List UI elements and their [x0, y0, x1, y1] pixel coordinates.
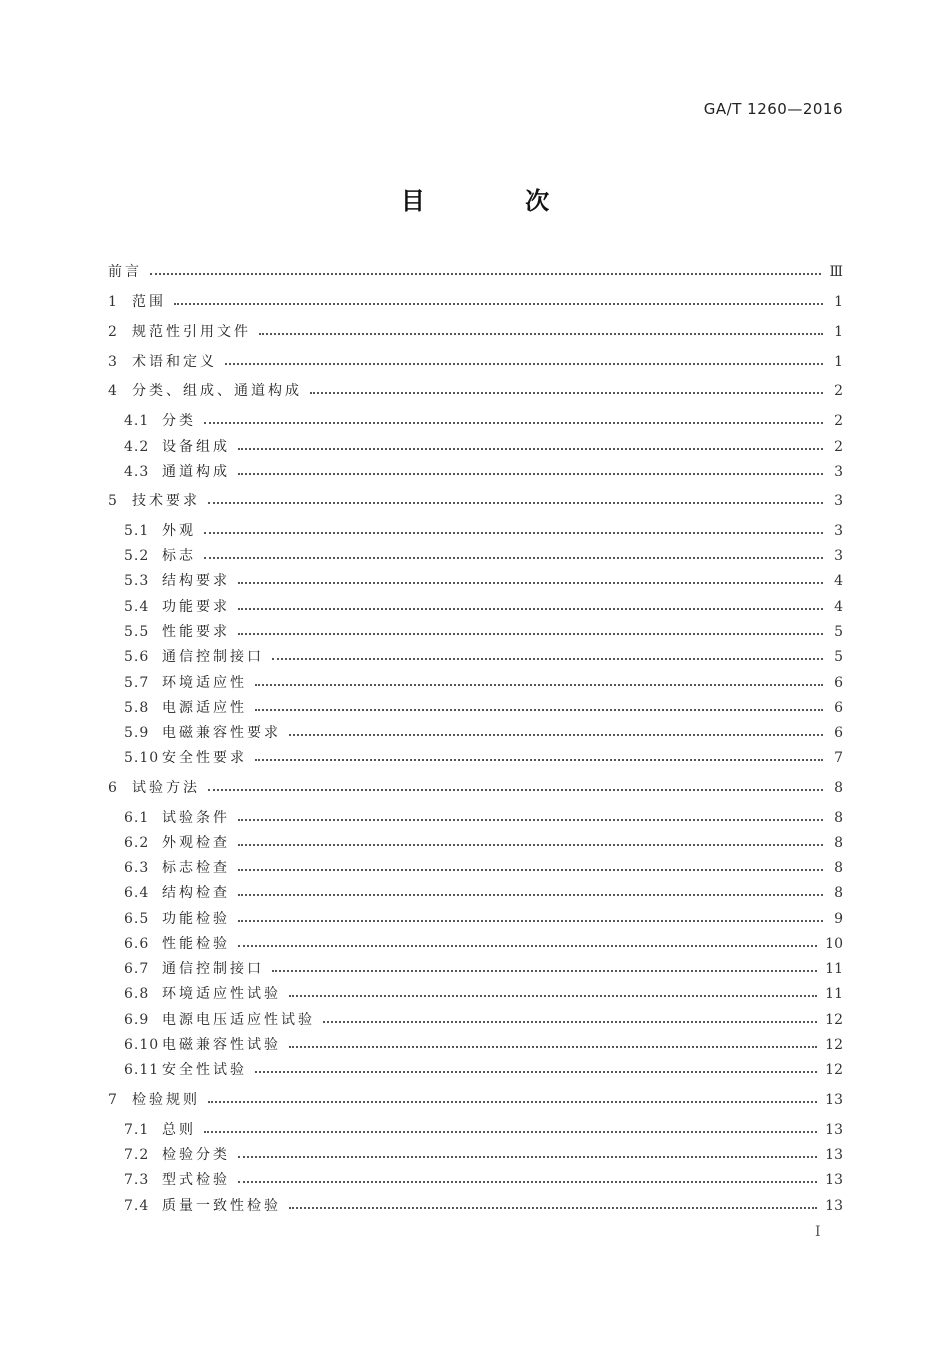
toc-entry-title: 总则	[162, 1122, 196, 1138]
toc-entry-page: 8	[834, 780, 843, 796]
toc-entry-number: 5.5	[124, 624, 150, 640]
toc-dot-leader	[204, 532, 823, 534]
toc-entry-page: 3	[834, 523, 843, 539]
toc-dot-leader	[204, 1131, 817, 1133]
toc-entry[interactable]	[124, 907, 843, 931]
toc-entry[interactable]	[124, 856, 843, 880]
toc-entry-page: 3	[834, 493, 843, 509]
toc-entry[interactable]	[124, 519, 843, 543]
toc-entry-number: 5	[108, 493, 118, 509]
toc-entry-number: 5.3	[124, 573, 150, 589]
toc-dot-leader	[238, 945, 817, 947]
toc-entry[interactable]	[124, 696, 843, 720]
toc-dot-leader	[238, 633, 823, 635]
toc-dot-leader	[323, 1021, 817, 1023]
toc-entry[interactable]	[124, 1058, 843, 1082]
toc-dot-leader	[208, 789, 823, 791]
toc-entry[interactable]	[124, 671, 843, 695]
toc-entry-title: 检验规则	[132, 1092, 200, 1108]
page-number: Ⅰ	[815, 1224, 821, 1240]
toc-entry-page: 4	[834, 573, 843, 589]
toc-entry[interactable]	[124, 831, 843, 855]
toc-dot-leader	[238, 869, 823, 871]
toc-entry-title: 分类、组成、通道构成	[132, 383, 302, 399]
toc-entry-number: 6.8	[124, 986, 150, 1002]
toc-entry-title: 外观	[162, 523, 196, 539]
toc-dot-leader	[238, 819, 823, 821]
toc-entry-page: 9	[834, 911, 843, 927]
toc-entry[interactable]	[124, 957, 843, 981]
toc-dot-leader	[259, 333, 823, 335]
toc-entry[interactable]	[108, 290, 843, 314]
toc-entry[interactable]	[124, 806, 843, 830]
toc-entry[interactable]	[124, 881, 843, 905]
toc-entry-page: 8	[834, 810, 843, 826]
toc-entry-page: 6	[834, 675, 843, 691]
toc-dot-leader	[289, 1046, 817, 1048]
toc-entry-number: 4.1	[124, 413, 150, 429]
toc-dot-leader	[289, 1207, 817, 1209]
toc-entry-page: 11	[825, 961, 843, 977]
toc-entry-page: 13	[825, 1092, 843, 1108]
toc-entry-number: 6.11	[124, 1062, 160, 1078]
toc-entry-title: 功能检验	[162, 911, 230, 927]
toc-dot-leader	[238, 608, 823, 610]
toc-entry-page: 13	[825, 1172, 843, 1188]
toc-entry-number: 5.6	[124, 649, 150, 665]
toc-dot-leader	[255, 759, 823, 761]
toc-entry-title: 范围	[132, 294, 166, 310]
toc-entry-title: 通道构成	[162, 464, 230, 480]
toc-entry-page: 13	[825, 1198, 843, 1214]
toc-entry[interactable]	[124, 1008, 843, 1032]
toc-entry[interactable]	[124, 544, 843, 568]
toc-dot-leader	[289, 995, 817, 997]
toc-dot-leader	[238, 473, 823, 475]
toc-entry-title: 标志检查	[162, 860, 230, 876]
toc-entry[interactable]	[124, 1033, 843, 1057]
toc-entry-number: 4	[108, 383, 118, 399]
toc-entry-number: 6	[108, 780, 118, 796]
toc-dot-leader	[255, 709, 823, 711]
toc-dot-leader	[238, 1156, 817, 1158]
toc-entry-title: 电磁兼容性要求	[162, 725, 281, 741]
toc-entry-page: 8	[834, 835, 843, 851]
toc-entry[interactable]	[124, 932, 843, 956]
toc-dot-leader	[238, 448, 823, 450]
toc-entry-number: 7.2	[124, 1147, 150, 1163]
toc-entry-number: 5.7	[124, 675, 150, 691]
toc-entry-page: 12	[825, 1062, 843, 1078]
toc-entry-title: 环境适应性试验	[162, 986, 281, 1002]
toc-entry-page: 1	[834, 294, 843, 310]
toc-entry-number: 5.10	[124, 750, 160, 766]
toc-dot-leader	[208, 502, 823, 504]
toc-entry-number: 6.1	[124, 810, 150, 826]
toc-entry-page: 5	[834, 649, 843, 665]
toc-entry-number: 7	[108, 1092, 118, 1108]
toc-entry-page: 13	[825, 1147, 843, 1163]
toc-entry-number: 6.5	[124, 911, 150, 927]
toc-dot-leader	[238, 582, 823, 584]
toc-entry-number: 4.2	[124, 439, 150, 455]
toc-dot-leader	[238, 894, 823, 896]
toc-entry-page: 1	[834, 324, 843, 340]
toc-entry-number: 6.6	[124, 936, 150, 952]
toc-dot-leader	[310, 392, 823, 394]
toc-entry-title: 术语和定义	[132, 354, 217, 370]
toc-entry-title: 性能检验	[162, 936, 230, 952]
toc-entry-page: 7	[834, 750, 843, 766]
toc-entry-page: 2	[834, 439, 843, 455]
toc-entry-number: 5.4	[124, 599, 150, 615]
toc-entry-number: 6.3	[124, 860, 150, 876]
toc-entry-title: 通信控制接口	[162, 961, 264, 977]
toc-entry-number: 6.7	[124, 961, 150, 977]
toc-entry-page: 12	[825, 1037, 843, 1053]
toc-dot-leader	[272, 658, 823, 660]
toc-entry-title: 电源适应性	[162, 700, 247, 716]
toc-entry[interactable]	[124, 746, 843, 770]
toc-entry-number: 5.2	[124, 548, 150, 564]
toc-entry-number: 2	[108, 324, 118, 340]
toc-entry[interactable]	[124, 721, 843, 745]
toc-entry-number: 6.2	[124, 835, 150, 851]
toc-entry-page: 4	[834, 599, 843, 615]
toc-entry-title: 试验方法	[132, 780, 200, 796]
toc-entry[interactable]	[108, 320, 843, 344]
toc-entry-title: 技术要求	[132, 493, 200, 509]
toc-entry-title: 型式检验	[162, 1172, 230, 1188]
toc-entry-title: 试验条件	[162, 810, 230, 826]
toc-entry-number: 6.9	[124, 1012, 150, 1028]
toc-entry-number: 5.8	[124, 700, 150, 716]
standard-code: GA/T 1260—2016	[703, 100, 843, 118]
toc-entry-title: 质量一致性检验	[162, 1198, 281, 1214]
toc-entry-page: 8	[834, 885, 843, 901]
toc-dot-leader	[208, 1101, 817, 1103]
toc-entry-page: 6	[834, 700, 843, 716]
toc-entry[interactable]	[124, 409, 843, 433]
toc-entry-title: 安全性要求	[162, 750, 247, 766]
toc-entry-title: 外观检查	[162, 835, 230, 851]
toc-dot-leader	[238, 844, 823, 846]
toc-entry[interactable]	[124, 1118, 843, 1142]
toc-entry[interactable]	[124, 595, 843, 619]
toc-dot-leader	[238, 1181, 817, 1183]
toc-entry-title: 电源电压适应性试验	[162, 1012, 315, 1028]
toc-dot-leader	[150, 273, 821, 275]
toc-dot-leader	[272, 970, 817, 972]
toc-entry-page: 2	[834, 383, 843, 399]
toc-entry-title: 性能要求	[162, 624, 230, 640]
toc-entry[interactable]	[108, 350, 843, 374]
toc-entry-number: 7.4	[124, 1198, 150, 1214]
toc-entry-page: 6	[834, 725, 843, 741]
toc-dot-leader	[289, 734, 823, 736]
toc-dot-leader	[204, 422, 823, 424]
toc-entry-page: 10	[825, 936, 843, 952]
toc-entry-number: 7.1	[124, 1122, 150, 1138]
toc-entry[interactable]	[124, 1168, 843, 1192]
toc-entry-page: 8	[834, 860, 843, 876]
toc-entry-title: 标志	[162, 548, 196, 564]
toc-entry-title: 分类	[162, 413, 196, 429]
toc-entry-title: 功能要求	[162, 599, 230, 615]
toc-entry-number: 1	[108, 294, 118, 310]
toc-dot-leader	[255, 1071, 817, 1073]
toc-entry[interactable]	[124, 1143, 843, 1167]
toc-entry-number: 5.9	[124, 725, 150, 741]
toc-entry-title: 通信控制接口	[162, 649, 264, 665]
toc-entry-page: 5	[834, 624, 843, 640]
toc-entry[interactable]	[124, 620, 843, 644]
toc-entry-number: 6.4	[124, 885, 150, 901]
toc-entry-number: 5.1	[124, 523, 150, 539]
toc-entry-title: 结构检查	[162, 885, 230, 901]
toc-entry[interactable]	[108, 489, 843, 513]
toc-entry-number: 6.10	[124, 1037, 160, 1053]
toc-entry-page: Ⅲ	[829, 264, 843, 280]
toc-entry-page: 3	[834, 464, 843, 480]
toc-dot-leader	[255, 684, 823, 686]
toc-dot-leader	[174, 303, 823, 305]
toc-entry-number: 7.3	[124, 1172, 150, 1188]
toc-entry-page: 3	[834, 548, 843, 564]
toc-entry-page: 13	[825, 1122, 843, 1138]
toc-entry-page: 11	[825, 986, 843, 1002]
toc-entry[interactable]	[108, 1088, 843, 1112]
toc-entry[interactable]	[124, 645, 843, 669]
toc-entry-title: 设备组成	[162, 439, 230, 455]
toc-entry-title: 结构要求	[162, 573, 230, 589]
toc-entry-title: 电磁兼容性试验	[162, 1037, 281, 1053]
toc-entry[interactable]	[108, 260, 843, 284]
toc-dot-leader	[225, 363, 823, 365]
toc-entry-page: 12	[825, 1012, 843, 1028]
toc-entry-title: 前言	[108, 264, 142, 280]
toc-entry-title: 安全性试验	[162, 1062, 247, 1078]
toc-entry-title: 检验分类	[162, 1147, 230, 1163]
toc-entry-page: 1	[834, 354, 843, 370]
toc-entry-title: 规范性引用文件	[132, 324, 251, 340]
toc-entry[interactable]	[124, 982, 843, 1006]
toc-entry[interactable]	[124, 569, 843, 593]
toc-entry[interactable]	[108, 379, 843, 403]
toc-entry-number: 3	[108, 354, 118, 370]
toc-dot-leader	[204, 557, 823, 559]
toc-dot-leader	[238, 920, 823, 922]
toc-entry-number: 4.3	[124, 464, 150, 480]
toc-entry[interactable]	[124, 1194, 843, 1218]
toc-entry-page: 2	[834, 413, 843, 429]
toc-entry[interactable]	[108, 776, 843, 800]
toc-entry-title: 环境适应性	[162, 675, 247, 691]
toc-entry[interactable]	[124, 435, 843, 459]
page-title: 目 次	[400, 187, 596, 215]
toc-entry[interactable]	[124, 460, 843, 484]
